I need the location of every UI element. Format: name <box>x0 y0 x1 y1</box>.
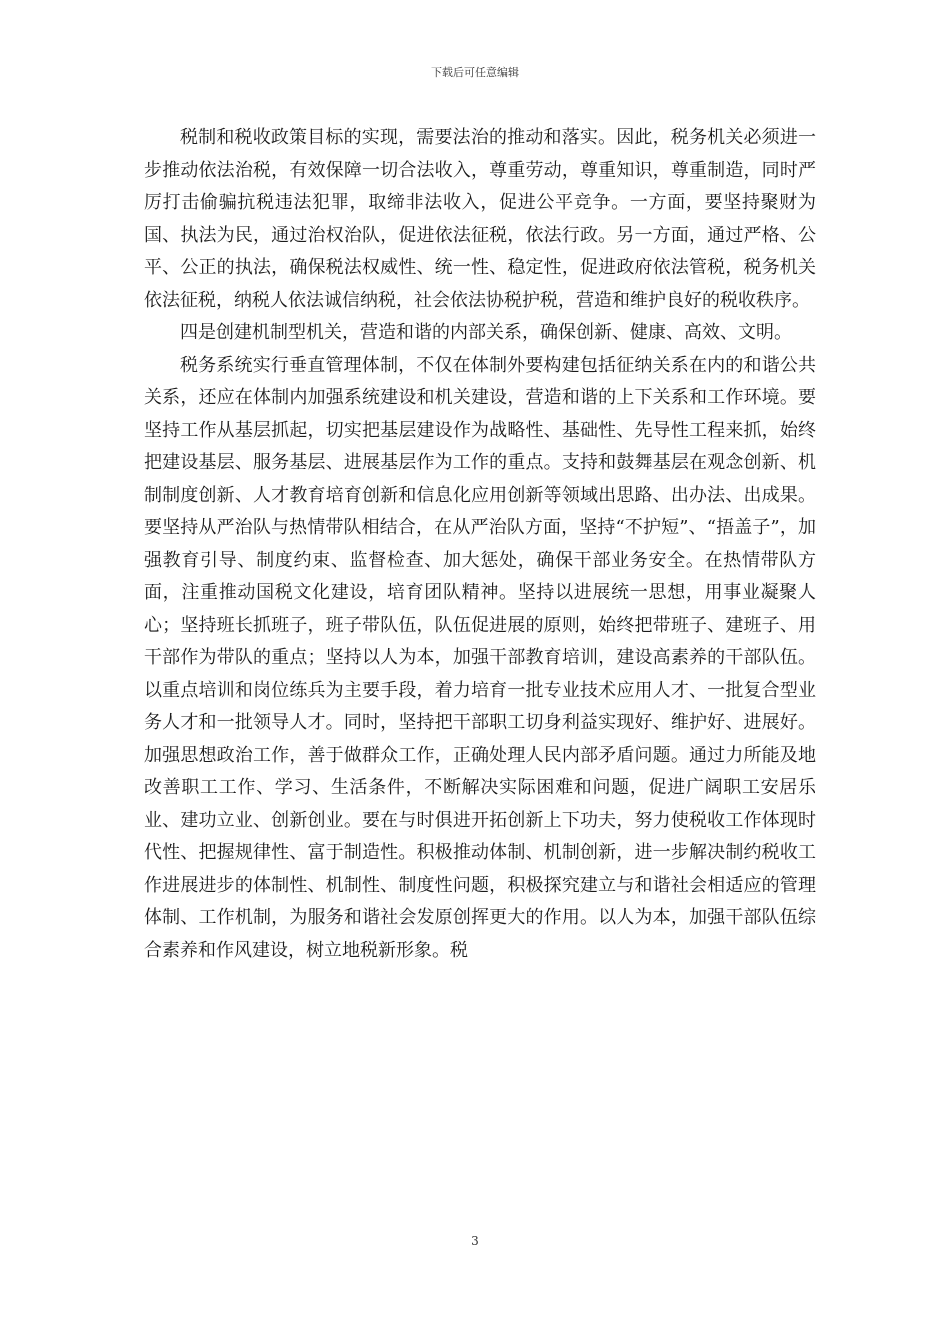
paragraph-vertical-management: 税务系统实行垂直管理体制，不仅在体制外要构建包括征纳关系在内的和谐公共关系，还应在体制内加强系统建设和机关建设，营造和谐的上下关系和工作环境。要坚持工作从基层抓起，切实把基层建设作为战略性、基础性、先导性工程来抓，始终把建设基层、服务基层、进展基层作为工作的重点。支持和鼓舞基层在观念创新、机制制度创新、人才教育培育创新和信息化应用创新等领域出思路、出办法、出成果。要坚持从严治队与热情带队相结合，在从严治队方面，坚持“不护短”、“捂盖子”，加强教育引导、制度约束、监督检查、加大惩处，确保干部业务安全。在热情带队方面，注重推动国税文化建设，培育团队精神。坚持以进展统一思想，用事业凝聚人心；坚持班长抓班子，班子带队伍，队伍促进展的原则，始终把带班子、建班子、用干部作为带队的重点；坚持以人为本，加强干部教育培训，建设高素养的干部队伍。以重点培训和岗位练兵为主要手段，着力培育一批专业技术应用人才、一批复合型业务人才和一批领导人才。同时，坚持把干部职工切身利益实现好、维护好、进展好。加强思想政治工作，善于做群众工作，正确处理人民内部矛盾问题。通过力所能及地改善职工工作、学习、生活条件，不断解决实际困难和问题，促进广阔职工安居乐业、建功立业、创新创业。要在与时俱进开拓创新上下功夫，努力使税收工作体现时代性、把握规律性、富于制造性。积极推动体制、机制创新，进一步解决制约税收工作进展进步的体制性、机制性、制度性问题，积极探究建立与和谐社会相适应的管理体制、工作机制，为服务和谐社会发原创挥更大的作用。以人为本，加强干部队伍综合素养和作风建设，树立地税新形象。税 <box>144 354 816 961</box>
paragraph-section-four-heading: 四是创建机制型机关，营造和谐的内部关系，确保创新、健康、高效、文明。 <box>180 322 792 343</box>
page-number: 3 <box>471 1234 479 1248</box>
page-header-note: 下载后可任意编辑 <box>431 66 519 79</box>
paragraph-rule-of-law: 税制和税收政策目标的实现，需要法治的推动和落实。因此，税务机关必须进一步推动依法治税，有效保障一切合法收入，尊重劳动，尊重知识，尊重制造，同时严厉打击偷骗抗税违法犯罪，取缔非法收入，促进公平竞争。一方面，要坚持聚财为国、执法为民，通过治权治队，促进依法征税，依法行政。另一方面，通过严格、公平、公正的执法，确保税法权威性、统一性、稳定性，促进政府依法管税，税务机关依法征税，纳税人依法诚信纳税，社会依法协税护税，营造和维护良好的税收秩序。 <box>144 127 816 311</box>
document-body <box>144 122 816 967</box>
